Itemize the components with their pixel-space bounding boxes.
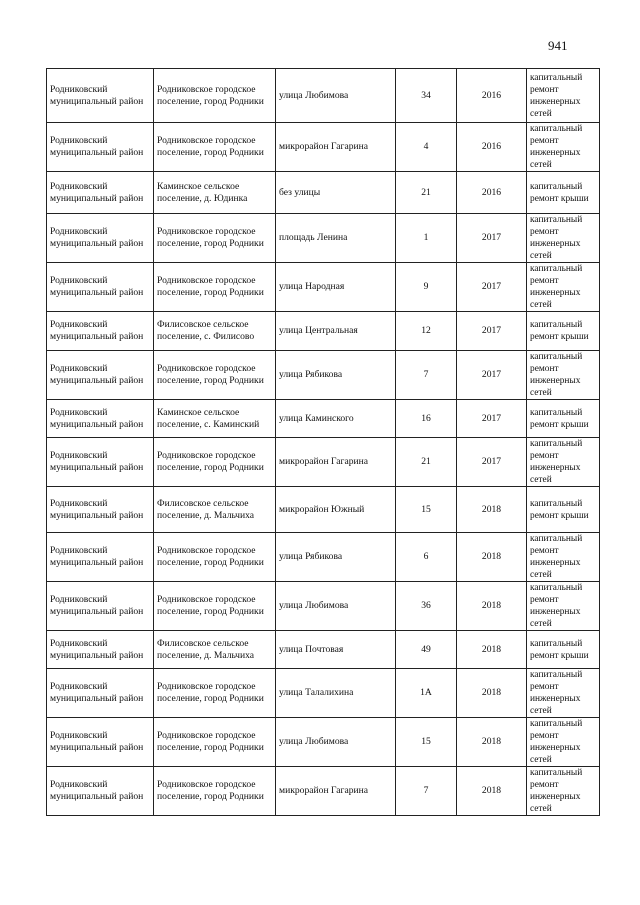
district-cell: Родниковский муниципальный район (47, 351, 154, 400)
work-type-cell: капитальный ремонт крыши (527, 487, 600, 533)
table-row (47, 533, 600, 582)
house-number-cell: 16 (396, 400, 457, 438)
work-type-cell: капитальный ремонт инженерных сетей (527, 263, 600, 312)
table-row (47, 400, 600, 438)
house-number-cell: 34 (396, 69, 457, 123)
district-cell: Родниковский муниципальный район (47, 172, 154, 214)
district-cell: Родниковский муниципальный район (47, 582, 154, 631)
table-row (47, 351, 600, 400)
year-cell: 2017 (457, 438, 527, 487)
table-row (47, 767, 600, 816)
house-number-cell: 49 (396, 631, 457, 669)
work-type-cell: капитальный ремонт инженерных сетей (527, 533, 600, 582)
settlement-cell: Родниковское городское поселение, город Родники (154, 718, 276, 767)
settlement-cell: Родниковское городское поселение, город Родники (154, 533, 276, 582)
house-number-cell: 15 (396, 718, 457, 767)
work-type-cell: капитальный ремонт инженерных сетей (527, 69, 600, 123)
year-cell: 2018 (457, 669, 527, 718)
district-cell: Родниковский муниципальный район (47, 400, 154, 438)
table-row (47, 214, 600, 263)
house-number-cell: 36 (396, 582, 457, 631)
year-cell: 2017 (457, 312, 527, 351)
house-number-cell: 4 (396, 123, 457, 172)
street-cell: площадь Ленина (276, 214, 396, 263)
table-body (47, 69, 600, 816)
district-cell: Родниковский муниципальный район (47, 718, 154, 767)
house-number-cell: 15 (396, 487, 457, 533)
settlement-cell: Родниковское городское поселение, город Родники (154, 351, 276, 400)
district-cell: Родниковский муниципальный район (47, 214, 154, 263)
street-cell: микрорайон Южный (276, 487, 396, 533)
house-number-cell: 6 (396, 533, 457, 582)
settlement-cell: Родниковское городское поселение, город Родники (154, 69, 276, 123)
work-type-cell: капитальный ремонт крыши (527, 631, 600, 669)
work-type-cell: капитальный ремонт инженерных сетей (527, 767, 600, 816)
table-row (47, 172, 600, 214)
year-cell: 2017 (457, 214, 527, 263)
work-type-cell: капитальный ремонт инженерных сетей (527, 582, 600, 631)
district-cell: Родниковский муниципальный район (47, 69, 154, 123)
year-cell: 2016 (457, 69, 527, 123)
house-number-cell: 1 (396, 214, 457, 263)
year-cell: 2016 (457, 172, 527, 214)
street-cell: улица Каминского (276, 400, 396, 438)
table-row (47, 69, 600, 123)
street-cell: без улицы (276, 172, 396, 214)
work-type-cell: капитальный ремонт инженерных сетей (527, 718, 600, 767)
table-row (47, 631, 600, 669)
street-cell: микрорайон Гагарина (276, 438, 396, 487)
settlement-cell: Каминское сельское поселение, д. Юдинка (154, 172, 276, 214)
work-type-cell: капитальный ремонт крыши (527, 172, 600, 214)
work-type-cell: капитальный ремонт крыши (527, 312, 600, 351)
settlement-cell: Филисовское сельское поселение, с. Филисово (154, 312, 276, 351)
district-cell: Родниковский муниципальный район (47, 669, 154, 718)
house-number-cell: 7 (396, 351, 457, 400)
table-row (47, 312, 600, 351)
year-cell: 2017 (457, 263, 527, 312)
street-cell: улица Любимова (276, 718, 396, 767)
district-cell: Родниковский муниципальный район (47, 487, 154, 533)
table-row (47, 123, 600, 172)
year-cell: 2017 (457, 351, 527, 400)
street-cell: улица Любимова (276, 69, 396, 123)
table-row (47, 718, 600, 767)
table-row (47, 669, 600, 718)
house-number-cell: 1А (396, 669, 457, 718)
table-row (47, 438, 600, 487)
street-cell: улица Любимова (276, 582, 396, 631)
work-type-cell: капитальный ремонт инженерных сетей (527, 438, 600, 487)
settlement-cell: Родниковское городское поселение, город Родники (154, 123, 276, 172)
year-cell: 2018 (457, 631, 527, 669)
street-cell: улица Рябикова (276, 533, 396, 582)
year-cell: 2018 (457, 487, 527, 533)
house-number-cell: 12 (396, 312, 457, 351)
settlement-cell: Филисовское сельское поселение, д. Мальчиха (154, 631, 276, 669)
settlement-cell: Филисовское сельское поселение, д. Мальчиха (154, 487, 276, 533)
settlement-cell: Родниковское городское поселение, город Родники (154, 767, 276, 816)
settlement-cell: Родниковское городское поселение, город Родники (154, 263, 276, 312)
district-cell: Родниковский муниципальный район (47, 263, 154, 312)
street-cell: микрорайон Гагарина (276, 767, 396, 816)
year-cell: 2018 (457, 718, 527, 767)
page-number: 941 (548, 38, 568, 53)
settlement-cell: Родниковское городское поселение, город Родники (154, 669, 276, 718)
settlement-cell: Родниковское городское поселение, город Родники (154, 438, 276, 487)
work-type-cell: капитальный ремонт инженерных сетей (527, 123, 600, 172)
work-type-cell: капитальный ремонт крыши (527, 400, 600, 438)
district-cell: Родниковский муниципальный район (47, 438, 154, 487)
district-cell: Родниковский муниципальный район (47, 767, 154, 816)
street-cell: улица Центральная (276, 312, 396, 351)
settlement-cell: Родниковское городское поселение, город Родники (154, 582, 276, 631)
street-cell: улица Народная (276, 263, 396, 312)
house-number-cell: 7 (396, 767, 457, 816)
district-cell: Родниковский муниципальный район (47, 312, 154, 351)
year-cell: 2018 (457, 767, 527, 816)
district-cell: Родниковский муниципальный район (47, 533, 154, 582)
street-cell: улица Талалихина (276, 669, 396, 718)
house-number-cell: 9 (396, 263, 457, 312)
street-cell: улица Почтовая (276, 631, 396, 669)
house-number-cell: 21 (396, 172, 457, 214)
table-row (47, 263, 600, 312)
year-cell: 2018 (457, 582, 527, 631)
settlement-cell: Родниковское городское поселение, город Родники (154, 214, 276, 263)
settlement-cell: Каминское сельское поселение, с. Каминский (154, 400, 276, 438)
street-cell: микрорайон Гагарина (276, 123, 396, 172)
table-row (47, 582, 600, 631)
work-type-cell: капитальный ремонт инженерных сетей (527, 351, 600, 400)
work-type-cell: капитальный ремонт инженерных сетей (527, 669, 600, 718)
year-cell: 2018 (457, 533, 527, 582)
district-cell: Родниковский муниципальный район (47, 631, 154, 669)
work-type-cell: капитальный ремонт инженерных сетей (527, 214, 600, 263)
year-cell: 2017 (457, 400, 527, 438)
house-number-cell: 21 (396, 438, 457, 487)
year-cell: 2016 (457, 123, 527, 172)
street-cell: улица Рябикова (276, 351, 396, 400)
district-cell: Родниковский муниципальный район (47, 123, 154, 172)
housing-repair-table (46, 68, 600, 816)
table-row (47, 487, 600, 533)
